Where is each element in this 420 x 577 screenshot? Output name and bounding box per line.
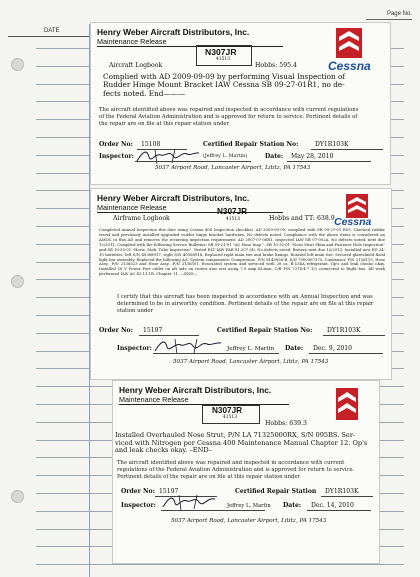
inspector-label: Inspector: [121,502,156,509]
order-number: 15197 [159,488,179,495]
date-underline [309,353,383,354]
station-underline [311,149,383,150]
date-label: Date: [265,153,284,160]
company-name: Henry Weber Aircraft Distributors, Inc. [119,385,272,395]
order-number: 15108 [141,141,161,148]
station-address: 5037 Airport Road, Lancaster Airport, Lititz, PA 17543 [171,518,327,524]
work-entry: Installed Overhauled Nose Strut, P/N LA 71325000RX, S/N 095BS. Ser- viced with Nitrogen per Cessna 400 Maintenance Manual Chapter 12. Op's and leak checks okay. –END– [115,431,368,455]
release-date: Dec. 9, 2010 [313,345,353,352]
maintenance-release-card [112,380,380,564]
binder-hole [11,490,24,503]
work-entry: Completed Annual Inspection this date using Cessna 400 Inspection checklist. AD 2009-09-09, complied with SB 09-27-01 R03. Checked rudder travel and previously installed upgraded rudder hinge bracket hardware. No defects noted. Compliance with the above items is considered an AMOC to this AD and removes the recurring inspection requirement. AD 2007-07-06R1, inspected IAW SB 07-002A. No defects noted, next due 12/2011. Complied with the following Service Bulletins: SB 09-21-01 "AC Hose Insp ", SB 10-32-01 "Nose Strut Shim and Fastener Hole Inspection" and SB 10-55-01 "Horiz. Stab. Tube Inspection". Tested ELT IAW FAR 91.207 (d). No defects noted. Battery next due 12/2013. Installed new EG 24-10 batteries, left S/N 40388917, right S/N 40388918. Replaced right main tire and brake linings. Rotated left main tire. Secured glareshield flood light bar assembly. Replaced the following A/C System components: Compressor., P/N 8145056-B, S/N 7900367375, Condenser, P/N 2136115, Hose Assy., P/N 2136523 and Hose Assy., P/N 2136501. Evacuated system and serviced with 28 oz. R-134A refrigerant. Op's and leak checks okay. Installed 28 V Power Port outlet on aft side on center arm rest using 7.5 amp KLixon, C/B P/N 7274-4-7 1/2 connected to Right bus. All work performed IAW AC 43.13.1B, Chapter 11. —END— [99,227,385,277]
inspector-label: Inspector: [117,345,152,352]
station-label: Certified Repair Station No: [217,327,313,334]
page-number-label: Page No. [386,11,412,17]
logbook-type: Aircraft Logbook [109,62,163,69]
maintenance-release-card [90,22,391,185]
station-number: DY1R103K [327,327,361,334]
inspector-name: (Jeffrey L. Martin) [203,154,248,159]
company-name: Henry Weber Aircraft Distributors, Inc. [97,193,250,203]
date-label: Date: [285,345,304,352]
certification-statement: The aircraft identified above was repaired and inspected in accordance with current regulations of the Federal Aviation Administration and is approved for return to service. Pertinent details of the repair are on file at this repair station under [99,107,359,127]
date-underline [287,161,371,162]
header-rule [97,46,283,47]
inspector-name: Jeffrey L. Martin [227,503,271,509]
cessna-wordmark: Cessna [328,59,371,73]
station-address: 5037 Airport Road, Lancaster Airport, Lititz, PA 17543 [173,359,329,365]
serial-number: 41513 [225,217,241,222]
station-underline [321,496,373,497]
inspector-signature [153,337,223,357]
certification-statement: The aircraft identified above was repaired and inspected in accordance with current regulations of the Federal Aviation Administration and is approved for return to service. Pertinent details of the repair are on file at this repair station under [117,460,355,480]
work-entry: Complied with AD 2009-09-09 by performing Visual Inspection of Rudder Hinge Mount Bracket IAW Cessna SB 09-27-01R1, no de- fects noted. End——— [103,72,346,98]
date-column-label: DATE [44,28,60,34]
release-title: Maintenance Release [119,395,189,404]
order-underline [139,335,199,336]
inspector-signature [135,147,201,167]
station-address: 5037 Airport Road, Lancaster Airport, Lititz, PA 17543 [155,165,311,171]
header-rule [97,212,283,213]
signature-underline [161,510,265,511]
cessna-logo-icon [335,27,363,59]
order-label: Order No: [99,327,133,334]
maintenance-release-card [90,188,392,380]
ruled-line [36,564,404,565]
certification-statement: I certify that this aircraft has been inspected in accordance with an Annual Inspection and was determined to be in airworthy condition. Pertinent details of the repair are on file at this repair station under [117,294,374,314]
order-number: 15197 [143,327,163,334]
cessna-logo-icon [335,387,359,421]
station-number: DY1R103K [315,141,349,148]
company-name: Henry Weber Aircraft Distributors, Inc. [97,27,250,37]
hobbs-reading: Hobbs: 639.3 [265,420,307,427]
release-date: Dec. 14, 2010 [311,502,354,509]
signature-underline [135,161,251,162]
release-title: Maintenance Release [97,37,167,46]
binder-hole [11,58,24,71]
tail-number: N307JR [212,406,243,415]
station-number: DY1R103K [325,488,359,495]
logbook-type: Airframe Logbook [113,215,170,222]
station-label: Certified Repair Station [235,488,317,495]
inspector-label: Inspector: [99,153,134,160]
date-label: Date: [283,502,302,509]
station-underline [323,335,385,336]
hobbs-reading: Hobbs: 595.4 [255,62,297,69]
order-label: Order No: [121,488,155,495]
release-date: May 28, 2010 [291,153,334,160]
signature-underline [153,353,279,354]
hobbs-reading: Hobbs and TT: 638.9 [269,215,335,222]
cessna-wordmark: Cessna [334,216,372,228]
station-label: Certified Repair Station No: [203,141,299,148]
serial-number: 41513 [215,57,231,62]
page-number-line [366,19,412,20]
tail-number: N307JR [217,207,248,216]
serial-number: 41513 [222,415,238,420]
inspector-name: Jeffrey L. Martin [227,346,275,352]
release-title: Maintenance Release [97,203,167,212]
date-underline [307,510,371,511]
order-label: Order No: [99,141,133,148]
binder-hole [11,275,24,288]
tail-number: N307JR [205,47,237,57]
